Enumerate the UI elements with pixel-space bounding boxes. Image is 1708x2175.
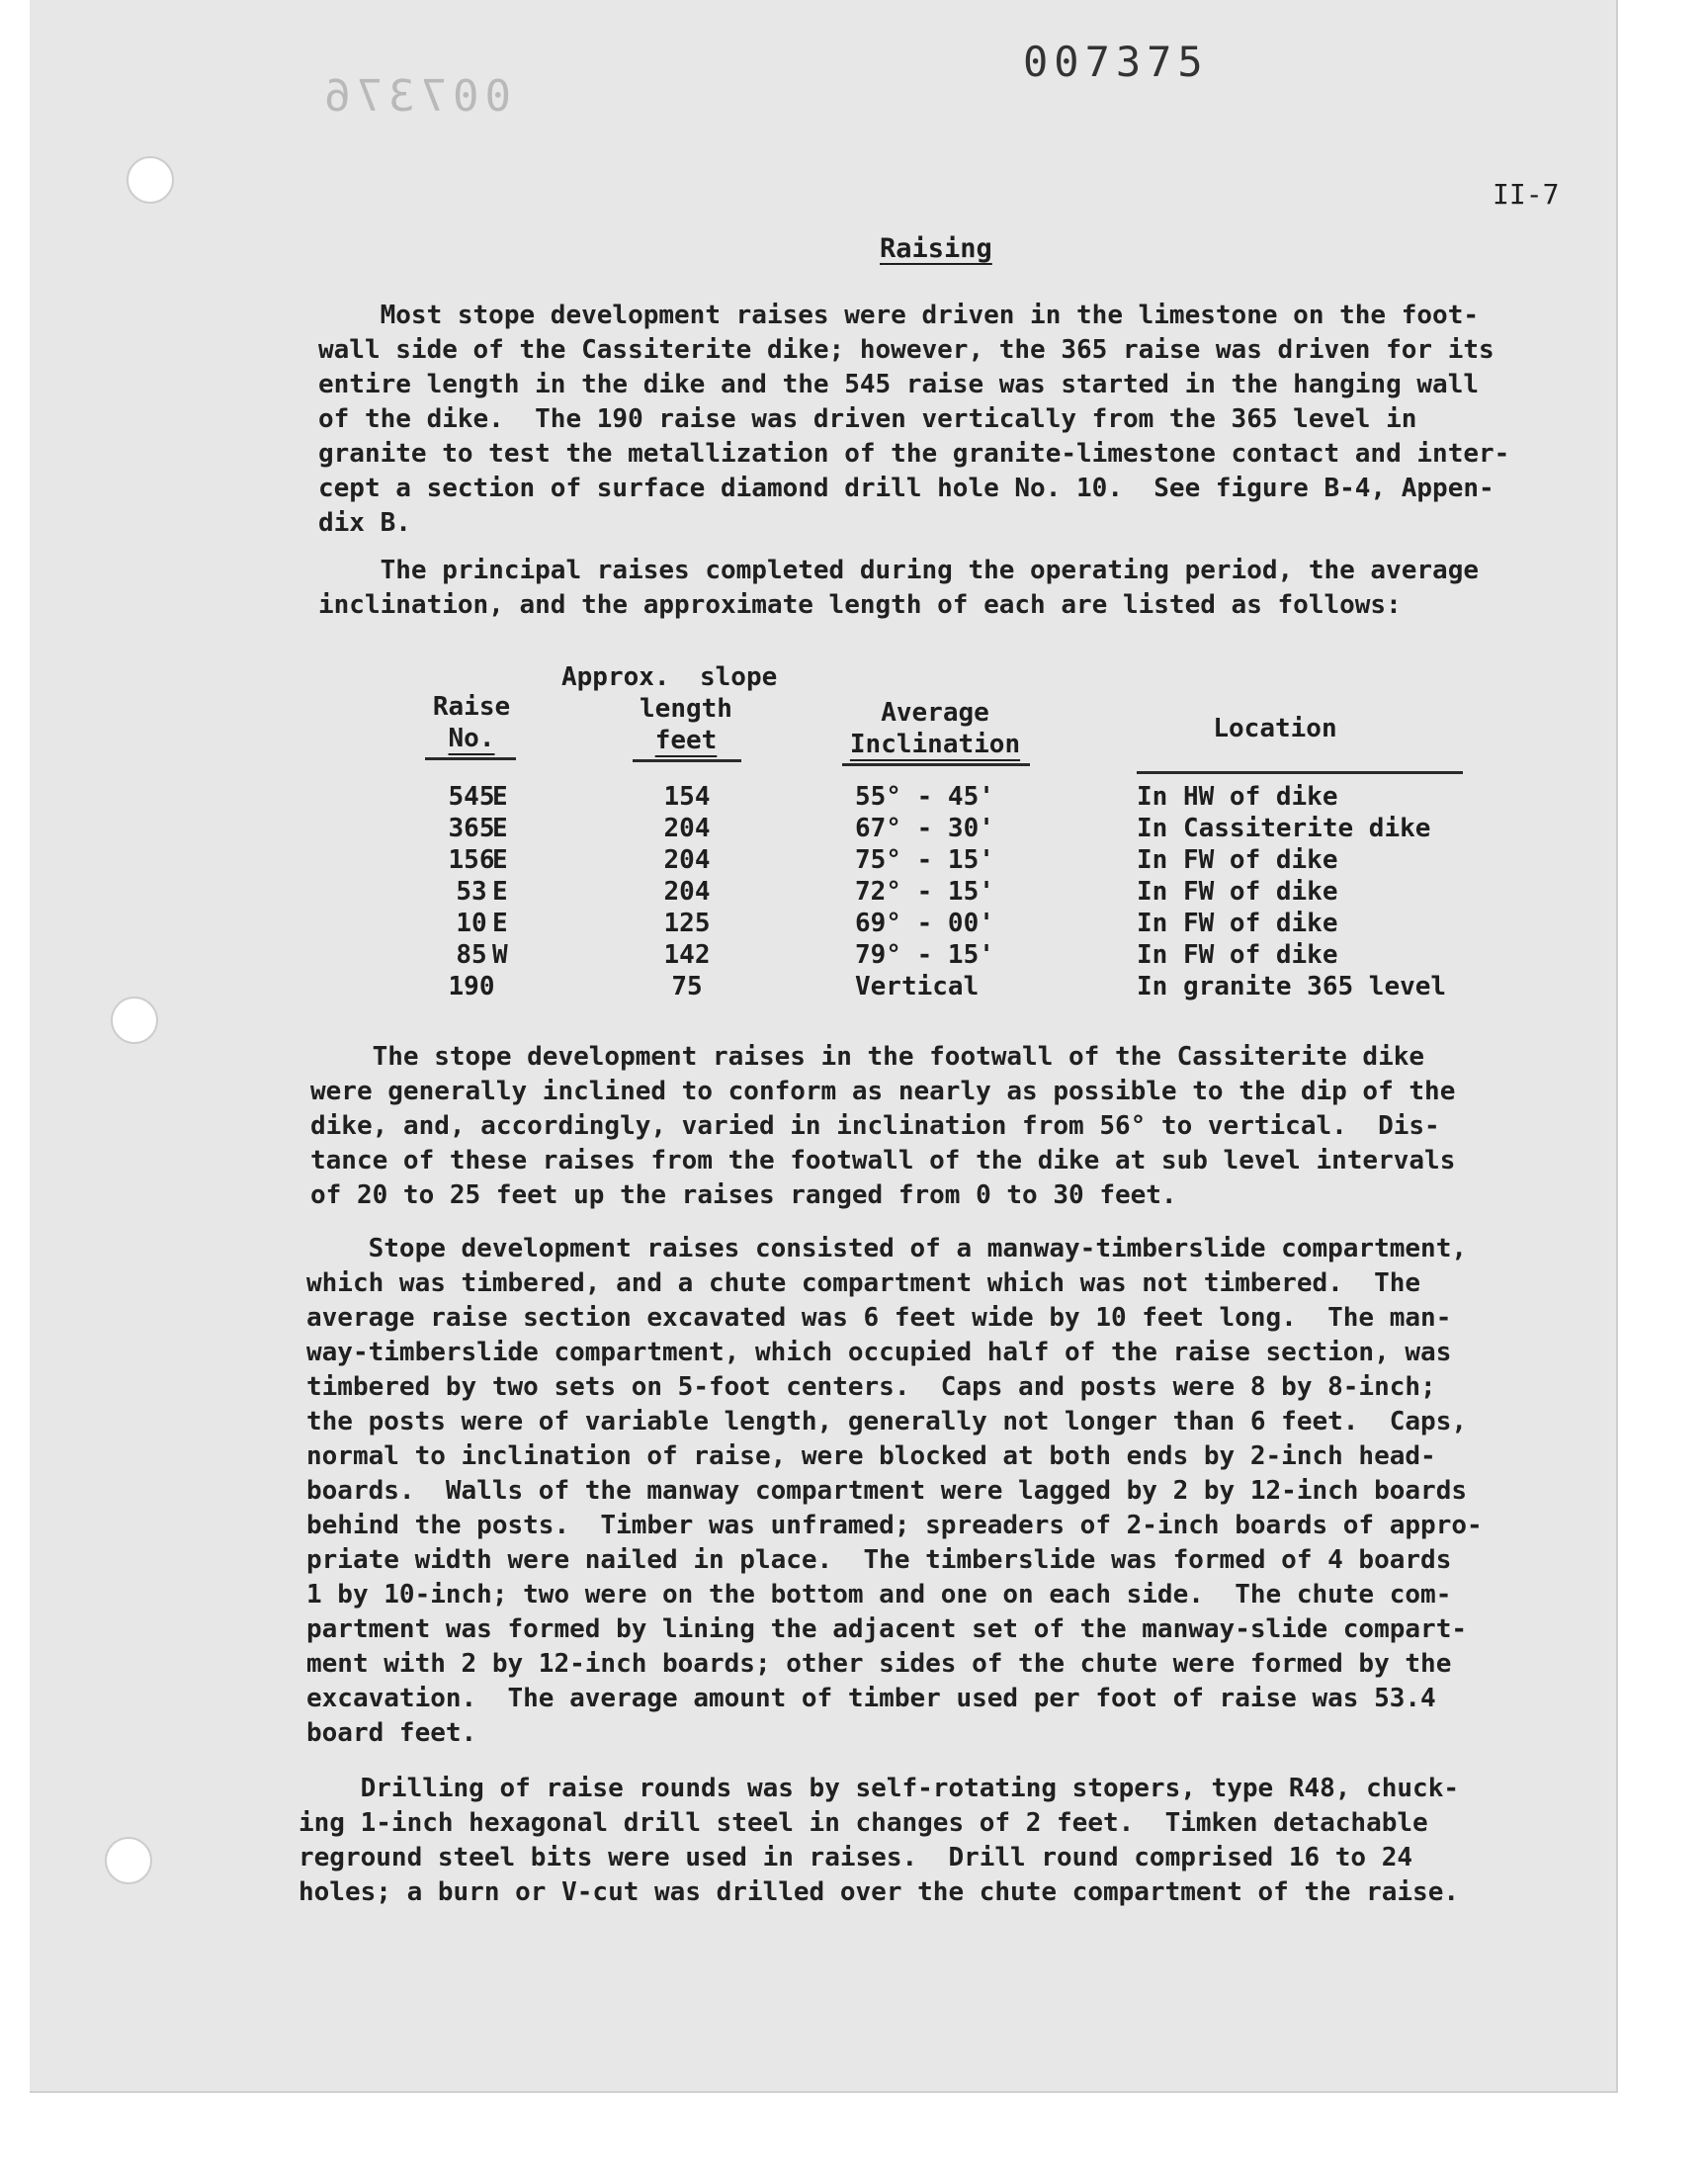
direction-cell: E — [492, 814, 508, 843]
column-location — [1137, 781, 1473, 1002]
inclination-cell: 69° - 00' — [855, 909, 994, 938]
location-cell: In HW of dike — [1137, 782, 1338, 812]
header-inclination: Inclination — [849, 730, 1021, 759]
header-rule-raise — [425, 757, 516, 760]
punch-hole-bottom — [105, 1837, 152, 1884]
column-inclination — [855, 781, 1072, 1002]
length-cell: 154 — [663, 782, 711, 812]
inclination-cell: 75° - 15' — [855, 845, 994, 875]
column-direction — [492, 781, 522, 1002]
length-cell: 75 — [671, 972, 703, 1001]
location-cell: In FW of dike — [1137, 877, 1338, 907]
header-no: No. — [448, 724, 495, 753]
inclination-cell: Vertical — [855, 972, 980, 1001]
document-number: 007375 — [1023, 38, 1209, 86]
header-rule-location — [1137, 771, 1463, 774]
inclination-cell: 55° - 45' — [855, 782, 994, 812]
header-rule-inclination — [842, 763, 1030, 766]
direction-cell: W — [492, 940, 508, 970]
header-raise: Raise — [432, 692, 511, 722]
column-length — [633, 781, 741, 1002]
direction-cell: E — [492, 877, 508, 907]
paragraph-footwall-raises: The stope development raises in the footwall of the Cassiterite dike were generally inclined to conform as nearly as possible to the dip of the dike, and, accordingly, varied in inclination from 56° to vertical. Dis- tance of these raises from the footwall of the dike at sub level intervals of 20 to 25 feet up the raises ranged from 0 to 30 feet. — [310, 1042, 1456, 1210]
header-location: Location — [1213, 714, 1337, 743]
inclination-cell: 79° - 15' — [855, 940, 994, 970]
punch-hole-top — [127, 156, 174, 204]
location-cell: In FW of dike — [1137, 909, 1338, 938]
length-cell: 204 — [663, 814, 711, 843]
paragraph-raises-overview: Most stope development raises were driven in the limestone on the foot- wall side of the Cassiterite dike; however, the 365 raise was driven for its entire length in the dike and the 545 raise was started in the hanging wall of the dike. The 190 raise was driven vertically from the 365 level in granite to test the metallization of the granite-limestone contact and inter- cept a section of surface diamond drill hole No. 10. See figure B-4, Appen- dix B. — [318, 301, 1510, 538]
raise-no-cell: 10 — [456, 909, 487, 938]
page-number: II-7 — [1493, 178, 1560, 211]
header-feet: feet — [654, 726, 718, 755]
direction-cell: E — [492, 909, 508, 938]
raise-no-cell: 85 — [456, 940, 487, 970]
raise-no-cell: 156 — [448, 845, 495, 875]
header-length: length — [640, 694, 732, 724]
raise-no-cell: 190 — [448, 972, 495, 1001]
raise-no-cell: 545 — [448, 782, 495, 812]
direction-cell: E — [492, 845, 508, 875]
header-rule-length — [633, 759, 741, 762]
raise-no-cell: 53 — [456, 877, 487, 907]
direction-cell — [492, 971, 522, 1002]
section-title: Raising — [880, 233, 992, 264]
document-page — [30, 0, 1618, 2093]
paragraph-drilling: Drilling of raise rounds was by self-rotating stopers, type R48, chuck- ing 1-inch hexagonal drill steel in changes of 2 feet. Timken detachable reground steel bits were used in raises. Drill round comprised 16 to 24 holes; a burn or V-cut was drilled over the chute compartment of the raise. — [299, 1774, 1459, 1907]
location-cell: In FW of dike — [1137, 845, 1338, 875]
paragraph-raise-construction: Stope development raises consisted of a manway-timberslide compartment, which was timbered, and a chute compartment which was not timbered. The average raise section excavated was 6 feet wide by 10 feet long. The man- way-timberslide compartment, which occupied half of the raise section, was timbered by two sets on 5-foot centers. Caps and posts were 8 by 8-inch; the posts were of variable length, generally not longer than 6 feet. Caps, normal to inclination of raise, were blocked at both ends by 2-inch head- boards. Walls of the manway compartment were lagged by 2 by 12-inch boards behind the posts. Timber was unframed; spreaders of 2-inch boards of appro- priate width were nailed in place. The timberslide was formed of 4 boards 1 by 10-inch; two were on the bottom and one on each side. The chute com- partment was formed by lining the adjacent set of the manway-slide compart- ment with 2 by 12-inch boards; other sides of the chute were formed by the excavation. The average amount of timber used per foot of raise was 53.4 board feet. — [306, 1234, 1483, 1748]
location-cell: In Cassiterite dike — [1137, 814, 1431, 843]
raise-no-cell: 365 — [448, 814, 495, 843]
location-cell: In granite 365 level — [1137, 972, 1447, 1001]
punch-hole-middle — [111, 997, 158, 1044]
bleed-through-document-number: 007376 — [318, 71, 511, 122]
length-cell: 204 — [663, 845, 711, 875]
location-cell: In FW of dike — [1137, 940, 1338, 970]
inclination-cell: 72° - 15' — [855, 877, 994, 907]
inclination-cell: 67° - 30' — [855, 814, 994, 843]
header-approx: Approx. — [561, 662, 670, 692]
paragraph-table-intro: The principal raises completed during the operating period, the average inclination, and the approximate length of each are listed as follows: — [318, 556, 1479, 620]
length-cell: 125 — [663, 909, 711, 938]
length-cell: 204 — [663, 877, 711, 907]
direction-cell: E — [492, 782, 508, 812]
length-cell: 142 — [663, 940, 711, 970]
header-slope: slope — [700, 662, 778, 692]
raises-table — [306, 660, 1473, 1036]
header-average: Average — [881, 698, 989, 728]
